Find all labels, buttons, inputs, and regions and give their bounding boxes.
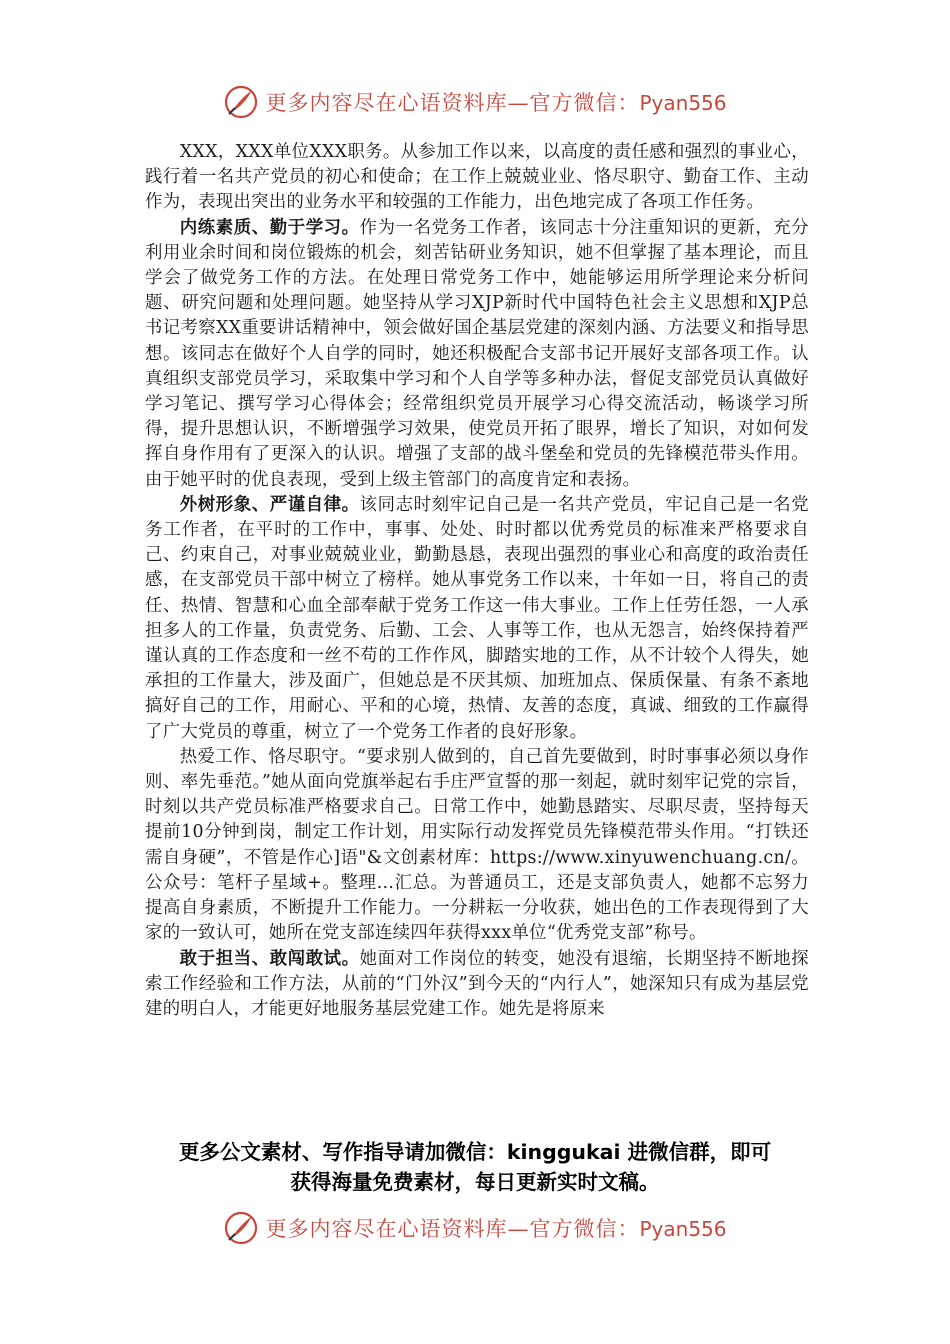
paragraph-responsibility: 敢于担当、敢闯敢试。她面对工作岗位的转变，她没有退缩，长期坚持不断地探索工作经验和工作方法，从前的“门外汉”到今天的“内行人”，她深知只有成为基层党建的明白人，才能更好地服务基层党建工作。她先是将原来 xyxy=(145,948,809,1019)
banner-text: 更多内容尽在心语资料库—官方微信：Pyan556 xyxy=(265,1217,727,1241)
paragraph-dedication: 热爱工作、恪尽职守。“要求别人做到的，自己首先要做到，时时事事必须以身作则、率先垂范。”她从面向党旗举起右手庄严宣誓的那一刻起，就时刻牢记党的宗旨，时刻以共产党员标准严格要求自己。日常工作中，她勤恳踏实、尽职尽责，坚持每天提前10分钟到岗，制定工作计划，用实际行动发挥党员先锋模范带头作用。“打铁还需自身硬”，不管是作心]语"&文创素材库：https://www.xinyuwenchuang.cn/。公众号：笔杆子星域+。整理…汇总。为普通员工，还是支部负责人，她都不忘努力提高自身素质，不断提升工作能力。一分耕耘一分收获，她出色的工作表现得到了大家的一致认可，她所在党支部连续四年获得xxx单位“优秀党支部”称号。 xyxy=(145,746,809,944)
paragraph-study: 内练素质、勤于学习。作为一名党务工作者，该同志十分注重知识的更新，充分利用业余时间和岗位锻炼的机会，刻苦钻研业务知识，她不但掌握了基本理论，而且学会了做党务工作的方法。在处理日常党务工作中，她能够运用所学理论来分析问题、研究问题和处理问题。她坚持从学习XJP新时代中国特色社会主义思想和XJP总书记考察XX重要讲话精神中，领会做好国企基层党建的深刻内涵、方法要义和指导思想。该同志在做好个人自学的同时，她还积极配合支部书记开展好支部各项工作。认真组织支部党员学习，采取集中学习和个人自学等多种办法，督促支部党员认真做好学习笔记、撰写学习心得体会；经常组织党员开展学习心得交流活动，畅谈学习所得，提升思想认识，不断增强学习效果，使党员开拓了眼界，增长了知识，对如何发挥自身作用有了更深入的认识。增强了支部的战斗堡垒和党员的先锋模范带头作用。由于她平时的优良表现，受到上级主管部门的高度肯定和表扬。 xyxy=(145,217,809,490)
banner-text: 更多内容尽在心语资料库—官方微信：Pyan556 xyxy=(265,91,727,115)
heading-image: 外树形象、严谨自律。 xyxy=(179,494,360,515)
heading-responsibility: 敢于担当、敢闯敢试。 xyxy=(179,948,360,969)
heading-study: 内练素质、勤于学习。 xyxy=(179,217,360,238)
top-banner xyxy=(0,82,950,122)
banner-wechat-id: Pyan556 xyxy=(639,1217,727,1241)
promo-notice xyxy=(100,1137,850,1197)
paragraph-intro: XXX，XXX单位XXX职务。从参加工作以来，以高度的责任感和强烈的事业心，践行着一名共产党员的初心和使命；在工作上兢兢业业、恪尽职守、勤奋工作、主动作为，表现出突出的业务水平和较强的工作能力，出色地完成了各项工作任务。 xyxy=(145,142,809,213)
promo-line-2: 获得海量免费素材，每日更新实时文稿。 xyxy=(290,1170,660,1194)
quill-pen-logo-icon xyxy=(223,84,259,120)
document-body xyxy=(145,140,809,1022)
paragraph-image: 外树形象、严谨自律。该同志时刻牢记自己是一名共产党员，牢记自己是一名党务工作者，在平时的工作中，事事、处处、时时都以优秀党员的标准来严格要求自己、约束自己，对事业兢兢业业，勤勤恳恳，表现出强烈的事业心和高度的政治责任感，在支部党员干部中树立了榜样。她从事党务工作以来，十年如一日，将自己的责任、热情、智慧和心血全部奉献于党务工作这一伟大事业。工作上任劳任怨，一人承担多人的工作量，负责党务、后勤、工会、人事等工作，也从无怨言，始终保持着严谨认真的工作态度和一丝不苟的工作作风，脚踏实地的工作，从不计较个人得失，她承担的工作量大，涉及面广，但她总是不厌其烦、加班加点、保质保量、有条不紊地搞好自己的工作，用耐心、平和的心境，热情、友善的态度，真诚、细致的工作赢得了广大党员的尊重，树立了一个党务工作者的良好形象。 xyxy=(145,494,809,742)
promo-line-1: 更多公文素材、写作指导请加微信：kinggukai 进微信群，即可 xyxy=(178,1140,772,1164)
bottom-banner xyxy=(0,1208,950,1248)
quill-pen-logo-icon xyxy=(223,1210,259,1246)
banner-wechat-id: Pyan556 xyxy=(639,91,727,115)
